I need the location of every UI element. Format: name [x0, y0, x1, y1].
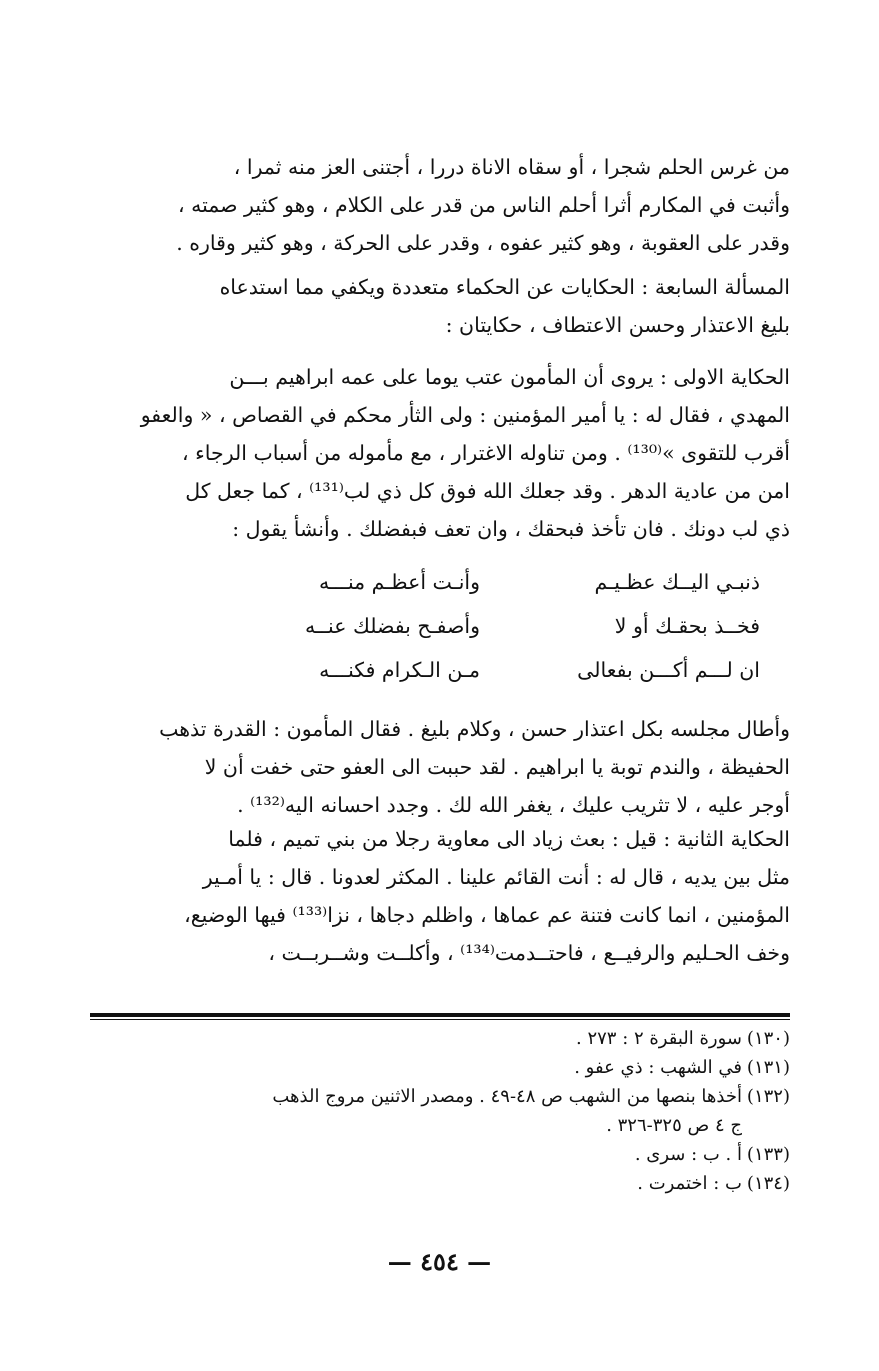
footnote: [90, 1140, 790, 1169]
verse-second-hemistich: وأنـت أعظـم منـــه: [318, 570, 480, 594]
footnote: [90, 1169, 790, 1198]
paragraph-first-story: [90, 358, 790, 548]
footnote-text: سورة البقرة ٢ : ٢٧٣ .: [576, 1028, 742, 1049]
text-line: امن من عادية الدهر . وقد جعلك الله فوق كل ذي لب⁽¹³¹⁾ ، كما جعل كل: [185, 479, 790, 503]
text-line: المؤمنين ، انما كانت فتنة عم عماها ، واظلم دجاها ، نزا⁽¹³³⁾ فيها الوضيع،: [184, 903, 790, 927]
text-line: الحكاية الاولى : يروى أن المأمون عتب يوما على عمه ابراهيم بـــن: [229, 365, 790, 389]
poem-verse: [90, 560, 790, 604]
text-line: أقرب للتقوى »⁽¹³⁰⁾ . ومن تناوله الاغترار ، مع مأموله من أسباب الرجاء ،: [182, 441, 790, 465]
footnotes: [90, 1024, 790, 1198]
text-line: بليغ الاعتذار وحسن الاعتطاف ، حكايتان :: [445, 313, 790, 337]
footnote-text: أ . ب : سرى .: [634, 1144, 742, 1165]
footnote-text: في الشهب : ذي عفو .: [574, 1057, 742, 1078]
text-line: ذي لب دونك . فان تأخذ فبحقك ، وان تعف فبفضلك . وأنشأ يقول :: [232, 517, 790, 541]
verse-first-hemistich: ان لـــم أكـــن بفعالى: [577, 658, 760, 682]
text-line: الحكاية الثانية : قيل : بعث زياد الى معاوية رجلا من بني تميم ، فلما: [228, 827, 790, 851]
verse-first-hemistich: ذنبـي اليــك عظـيـم: [594, 570, 760, 594]
footnote-text: أخذها بنصها من الشهب ص ٤٨-٤٩ . ومصدر الاثنين مروج الذهب: [272, 1086, 742, 1107]
poem-verse: [90, 604, 790, 648]
verse-first-hemistich: فخــذ بحقـك أو لا: [614, 614, 760, 638]
footnote-number: (١٣٠): [746, 1028, 790, 1049]
footnote-number: (١٣١): [746, 1057, 790, 1078]
footnote-number: [742, 1111, 790, 1140]
verse-second-hemistich: وأصفـح بفضلك عنــه: [305, 614, 480, 638]
footnote-divider-thin: [90, 1019, 790, 1020]
text-line: المسألة السابعة : الحكايات عن الحكماء متعددة ويكفي مما استدعاه: [219, 275, 790, 299]
footnote: [90, 1082, 790, 1111]
text-line: وأطال مجلسه بكل اعتذار حسن ، وكلام بليغ . فقال المأمون : القدرة تذهب: [159, 717, 790, 741]
footnote-divider: [90, 1013, 790, 1017]
footnote-number: (١٣٢): [746, 1086, 790, 1107]
footnote: [90, 1024, 790, 1053]
text-line: المهدي ، فقال له : يا أمير المؤمنين : ولى الثأر محكم في القصاص ، « والعفو: [140, 403, 790, 427]
text-line: مثل بين يديه ، قال له : أنت القائم علينا . المكثر لعدونا . قال : يا أمـير: [202, 865, 790, 889]
poem: [90, 560, 790, 692]
paragraph-intro: [90, 148, 790, 262]
footnote-continuation: [90, 1111, 790, 1140]
footnote-number: (١٣٣): [746, 1144, 790, 1165]
paragraph-seventh-question: [90, 268, 790, 344]
footnote-text: ب : اختمرت .: [637, 1173, 742, 1194]
text-line: من غرس الحلم شجرا ، أو سقاه الاناة دررا ، أجتنى العز منه ثمرا ،: [233, 155, 790, 179]
paragraph-second-story: [90, 820, 790, 972]
text-line: أوجر عليه ، لا تثريب عليك ، يغفر الله لك . وجدد احسانه اليه⁽¹³²⁾ .: [237, 793, 790, 817]
footnote-text: ج ٤ ص ٣٢٥-٣٢٦ .: [606, 1115, 742, 1136]
footnote-number: (١٣٤): [746, 1173, 790, 1194]
footnote: [90, 1053, 790, 1082]
paragraph-mamun-reply: [90, 710, 790, 824]
text-line: وأثبت في المكارم أثرا أحلم الناس من قدر على الكلام ، وهو كثير صمته ،: [177, 193, 790, 217]
text-line: الحفيظة ، والندم توبة يا ابراهيم . لقد حببت الى العفو حتى خفت أن لا: [204, 755, 790, 779]
page-number: — ٤٥٤ —: [387, 1247, 492, 1276]
text-line: وقدر على العقوبة ، وهو كثير عفوه ، وقدر على الحركة ، وهو كثير وقاره .: [176, 231, 790, 255]
text-line: وخف الحـليم والرفيــع ، فاحتــدمت⁽¹³⁴⁾ ، وأكلــت وشــربــت ،: [268, 941, 790, 965]
verse-second-hemistich: مـن الـكرام فكنـــه: [319, 658, 480, 682]
poem-verse: [90, 648, 790, 692]
